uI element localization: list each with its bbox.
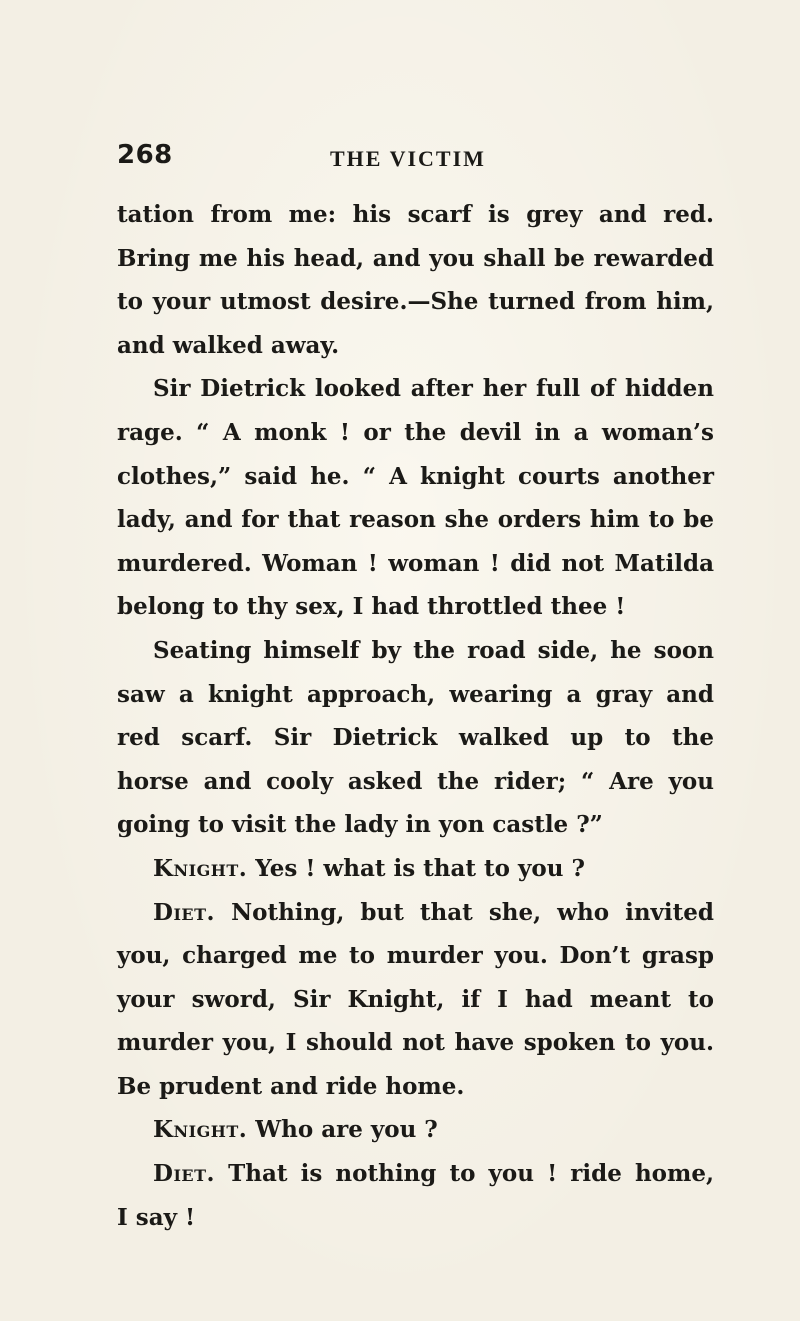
text-line (117, 1196, 714, 1240)
line-text: belong to thy sex, I had throttled thee ! (117, 593, 626, 621)
text-line (117, 673, 714, 717)
line-text: red scarf. Sir Dietrick walked up to the (117, 724, 714, 752)
text-line (117, 629, 714, 673)
text-line (117, 803, 714, 847)
speaker-label: Knight. (153, 1116, 248, 1144)
text-line (117, 1065, 714, 1109)
text-line (117, 760, 714, 804)
line-text: tation from me: his scarf is grey and red. (117, 201, 714, 228)
text-line (117, 193, 714, 237)
page-number: 268 (117, 140, 173, 170)
line-text: saw a knight approach, wearing a gray and (117, 680, 714, 708)
line-text: I say ! (117, 1203, 196, 1231)
text-line (117, 324, 714, 368)
text-line (117, 280, 714, 324)
line-text: you, charged me to murder you. Don’t grasp (117, 942, 714, 970)
line-text: That is nothing to you ! ride home, (215, 1160, 714, 1188)
text-line (117, 891, 714, 935)
line-text: and walked away. (117, 331, 340, 359)
line-text: murder you, I should not have spoken to you. (117, 1029, 714, 1057)
text-line (117, 847, 714, 891)
text-line (117, 1021, 714, 1065)
line-text: your sword, Sir Knight, if I had meant to (117, 985, 714, 1013)
line-text: Seating himself by the road side, he soon (153, 636, 714, 664)
line-text: to your utmost desire.—She turned from him, (117, 288, 714, 316)
line-text: Bring me his head, and you shall be rewarded (117, 244, 714, 272)
line-text: rage. “ A monk ! or the devil in a woman’s (117, 418, 714, 446)
speaker-label: Diet. (153, 1160, 216, 1188)
line-text: Who are you ? (247, 1116, 438, 1144)
text-line (117, 1108, 714, 1152)
speaker-label: Knight. (153, 854, 248, 882)
text-line (117, 367, 714, 411)
text-line (117, 934, 714, 978)
line-text: going to visit the lady in yon castle ?” (117, 811, 603, 839)
body-text (117, 193, 714, 1239)
line-text: Be prudent and ride home. (117, 1072, 465, 1100)
running-head: THE VICTIM (330, 146, 486, 171)
page-header (117, 140, 717, 180)
text-line (117, 455, 714, 499)
line-text: clothes,” said he. “ A knight courts another (117, 462, 714, 490)
text-line (117, 411, 714, 455)
text-line (117, 498, 714, 542)
text-line (117, 1152, 714, 1196)
text-line (117, 716, 714, 760)
line-text: lady, and for that reason she orders him to be (117, 506, 714, 534)
speaker-label: Diet. (153, 898, 216, 926)
text-line (117, 542, 714, 586)
line-text: horse and cooly asked the rider; “ Are you (117, 767, 714, 795)
text-line (117, 978, 714, 1022)
line-text: Sir Dietrick looked after her full of hidden (153, 375, 714, 403)
line-text: Nothing, but that she, who invited (215, 898, 714, 926)
line-text: Yes ! what is that to you ? (247, 854, 585, 882)
text-line (117, 585, 714, 629)
line-text: murdered. Woman ! woman ! did not Matilda (117, 549, 714, 577)
text-line (117, 237, 714, 281)
